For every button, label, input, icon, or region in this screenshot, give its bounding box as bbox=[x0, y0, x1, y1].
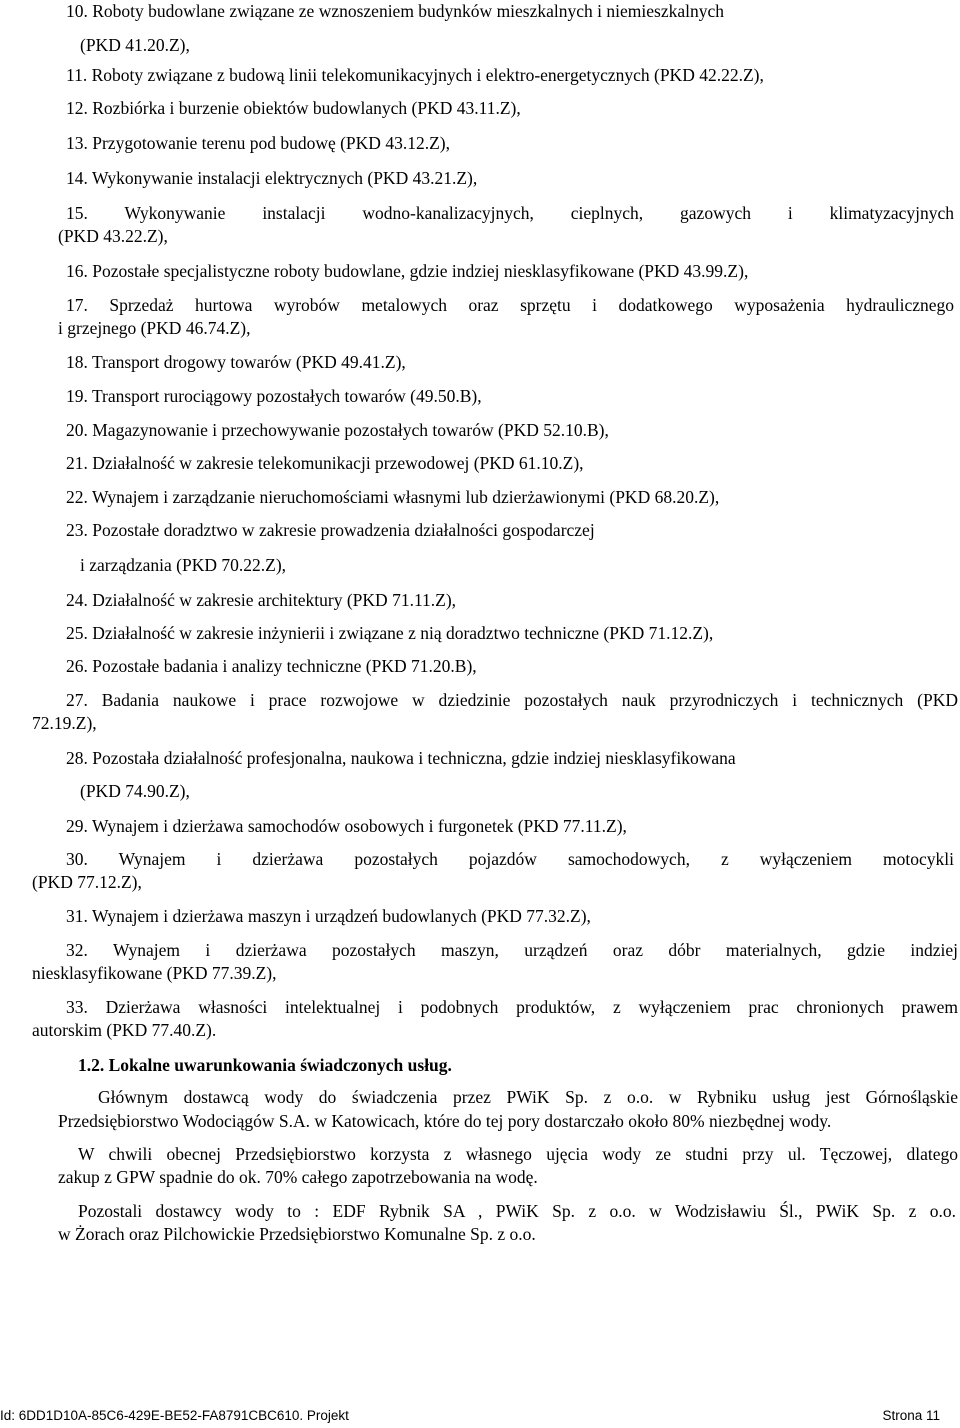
list-item-16: 16. Pozostałe specjalistyczne roboty budowlane, gdzie indziej niesklasyfikowane (PKD 43.99.Z), bbox=[66, 261, 749, 281]
list-item-33-cont: autorskim (PKD 77.40.Z). bbox=[32, 1020, 217, 1040]
list-item-13: 13. Przygotowanie terenu pod budowę (PKD 43.12.Z), bbox=[66, 133, 450, 153]
list-item-17-cont: i grzejnego (PKD 46.74.Z), bbox=[58, 318, 251, 338]
list-item-22: 22. Wynajem i zarządzanie nieruchomościami własnymi lub dzierżawionymi (PKD 68.20.Z), bbox=[66, 487, 720, 507]
paragraph-2-line-2: zakup z GPW spadnie do ok. 70% całego zapotrzebowania na wodę. bbox=[58, 1167, 538, 1187]
list-item-23-cont: i zarządzania (PKD 70.22.Z), bbox=[80, 555, 287, 575]
list-item-31: 31. Wynajem i dzierżawa maszyn i urządzeń budowlanych (PKD 77.32.Z), bbox=[66, 906, 591, 926]
list-item-11: 11. Roboty związane z budową linii telekomunikacyjnych i elektro-energetycznych (PKD 42.22.Z), bbox=[66, 65, 764, 85]
list-item-12: 12. Rozbiórka i burzenie obiektów budowlanych (PKD 43.11.Z), bbox=[66, 98, 521, 118]
paragraph-2-line-1: W chwili obecnej Przedsiębiorstwo korzysta z własnego ujęcia wody ze studni przy ul. Tęczowej, dlatego bbox=[78, 1144, 958, 1164]
list-item-33: 33. Dzierżawa własności intelektualnej i podobnych produktów, z wyłączeniem prac chronionych prawem bbox=[66, 997, 958, 1017]
footer-document-id: Id: 6DD1D10A-85C6-429E-BE52-FA8791CBC610. Projekt bbox=[0, 1408, 349, 1423]
list-item-28-cont: (PKD 74.90.Z), bbox=[80, 781, 190, 801]
list-item-30: 30. Wynajem i dzierżawa pozostałych pojazdów samochodowych, z wyłączeniem motocykli bbox=[66, 849, 954, 869]
list-item-21: 21. Działalność w zakresie telekomunikacji przewodowej (PKD 61.10.Z), bbox=[66, 453, 584, 473]
list-item-17: 17. Sprzedaż hurtowa wyrobów metalowych oraz sprzętu i dodatkowego wyposażenia hydraulicznego bbox=[66, 295, 954, 315]
footer-page-number: Strona 11 bbox=[882, 1408, 940, 1423]
list-item-15: 15. Wykonywanie instalacji wodno-kanalizacyjnych, cieplnych, gazowych i klimatyzacyjnych bbox=[66, 203, 954, 223]
list-item-27-cont: 72.19.Z), bbox=[32, 713, 97, 733]
list-item-32: 32. Wynajem i dzierżawa pozostałych maszyn, urządzeń oraz dóbr materialnych, gdzie indziej bbox=[66, 940, 959, 960]
list-item-29: 29. Wynajem i dzierżawa samochodów osobowych i furgonetek (PKD 77.11.Z), bbox=[66, 816, 627, 836]
list-item-28: 28. Pozostała działalność profesjonalna, naukowa i techniczna, gdzie indziej niesklasyfikowana bbox=[66, 748, 736, 768]
list-item-30-cont: (PKD 77.12.Z), bbox=[32, 872, 142, 892]
list-item-23: 23. Pozostałe doradztwo w zakresie prowadzenia działalności gospodarczej bbox=[66, 520, 595, 540]
list-item-19: 19. Transport rurociągowy pozostałych towarów (49.50.B), bbox=[66, 386, 482, 406]
list-item-24: 24. Działalność w zakresie architektury (PKD 71.11.Z), bbox=[66, 590, 457, 610]
list-item-18: 18. Transport drogowy towarów (PKD 49.41.Z), bbox=[66, 352, 406, 372]
list-item-15-cont: (PKD 43.22.Z), bbox=[58, 226, 168, 246]
paragraph-3-line-1: Pozostali dostawcy wody to : EDF Rybnik SA , PWiK Sp. z o.o. w Wodzisławiu Śl., PWiK Sp. z o.o. bbox=[78, 1201, 956, 1221]
list-item-20: 20. Magazynowanie i przechowywanie pozostałych towarów (PKD 52.10.B), bbox=[66, 420, 609, 440]
list-item-10-cont: (PKD 41.20.Z), bbox=[80, 35, 190, 55]
paragraph-1-line-2: Przedsiębiorstwo Wodociągów S.A. w Katowicach, które do tej pory dostarczało około 80% niezbędnej wody. bbox=[58, 1111, 832, 1131]
list-item-27: 27. Badania naukowe i prace rozwojowe w dziedzinie pozostałych nauk przyrodniczych i technicznych (PKD bbox=[66, 690, 958, 710]
list-item-26: 26. Pozostałe badania i analizy techniczne (PKD 71.20.B), bbox=[66, 656, 477, 676]
list-item-10: 10. Roboty budowlane związane ze wznoszeniem budynków mieszkalnych i niemieszkalnych bbox=[66, 1, 724, 21]
section-heading: 1.2. Lokalne uwarunkowania świadczonych usług. bbox=[78, 1055, 452, 1075]
list-item-14: 14. Wykonywanie instalacji elektrycznych (PKD 43.21.Z), bbox=[66, 168, 478, 188]
paragraph-1-line-1: Głównym dostawcą wody do świadczenia przez PWiK Sp. z o.o. w Rybniku usług jest Górnośląskie bbox=[98, 1087, 958, 1107]
list-item-25: 25. Działalność w zakresie inżynierii i związane z nią doradztwo techniczne (PKD 71.12.Z), bbox=[66, 623, 714, 643]
paragraph-3-line-2: w Żorach oraz Pilchowickie Przedsiębiorstwo Komunalne Sp. z o.o. bbox=[58, 1224, 536, 1244]
list-item-32-cont: niesklasyfikowane (PKD 77.39.Z), bbox=[32, 963, 277, 983]
